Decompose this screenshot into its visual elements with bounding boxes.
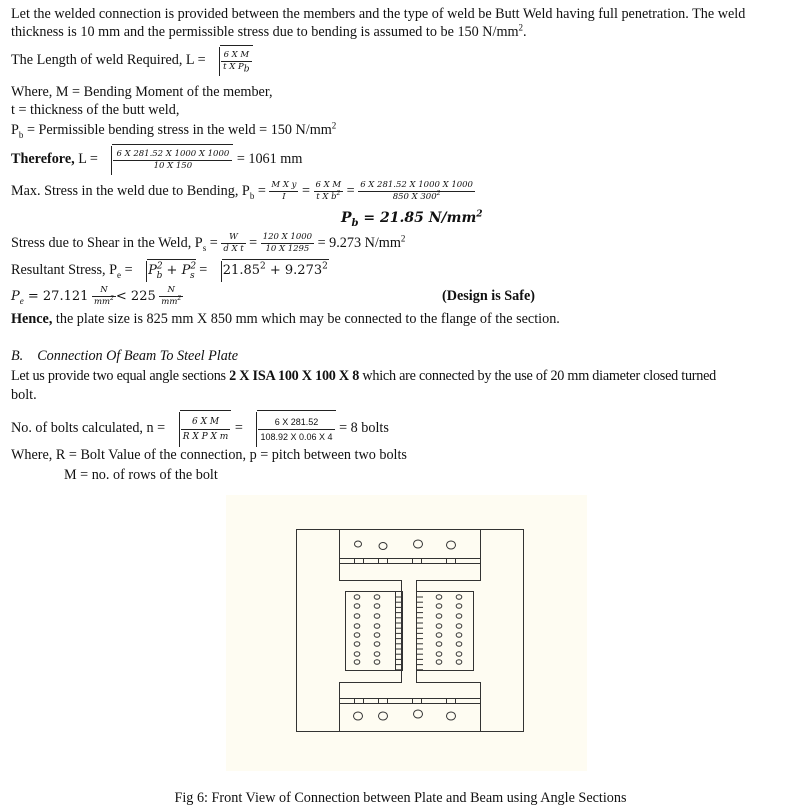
shear-frac-2: $\frac{120 X 1000}{10 X 1295}$ — [262, 232, 313, 255]
resultant-sqrt-1: $P^2_b + P^2_s$ — [136, 259, 196, 282]
i-beam-outline — [340, 530, 481, 732]
flange-bolt-hole — [354, 712, 363, 720]
angle-bolt-hole — [354, 604, 360, 608]
flange-bolt-hole — [379, 712, 388, 720]
para2-line-2: bolt. — [11, 387, 37, 403]
angle-bolt-hole — [456, 642, 462, 646]
angle-bolt-hole — [354, 642, 360, 646]
angle-bolt-hole — [456, 660, 462, 664]
max-stress-frac-2: $\frac{\text{6 X M}}{t X b^2}$ — [315, 180, 342, 203]
flange-bolt-hole — [414, 540, 423, 548]
right-angle-plate — [417, 592, 474, 671]
angle-bolt-hole — [436, 652, 442, 656]
intro-line-2 — [11, 23, 527, 41]
angle-bolt-hole — [456, 652, 462, 656]
shear-frac-1: $\frac{W}{\text{d X t}}$ — [223, 232, 244, 255]
angle-bolt-hole — [436, 633, 442, 637]
therefore-sqrt — [101, 144, 233, 175]
angle-bolt-hole — [354, 633, 360, 637]
angle-bolt-hole — [374, 614, 380, 618]
angle-bolt-hole — [374, 633, 380, 637]
angle-bolt-hole — [374, 660, 380, 664]
therefore-result: = 1061 mm — [236, 151, 303, 167]
pe-formula: $P_e = 27.121$ $\frac{N}{mm^2}$ < 225 $\frac{N}{mm^2}$ (Design is Safe) — [11, 282, 791, 311]
length-label: The Length of weld Required, L = — [11, 52, 206, 68]
section-b-heading: B. Connection Of Beam To Steel Plate — [11, 348, 239, 364]
angle-bolt-hole — [456, 604, 462, 608]
intro-line-2-end: . — [523, 24, 527, 40]
angle-bolt-hole — [374, 595, 380, 599]
flange-bolt-hole — [447, 541, 456, 549]
therefore-formula — [11, 144, 302, 175]
left-angle-plate — [346, 592, 403, 671]
angle-bolt-hole — [374, 642, 380, 646]
para2-line-1: Let us provide two equal angle sections 2 X ISA 100 X 100 X 8 which are connected by the use of 20 mm diameter closed turned — [11, 368, 717, 384]
length-fraction — [221, 50, 251, 76]
figure-caption: Fig 6: Front View of Connection between Plate and Beam using Angle Sections — [174, 790, 627, 806]
bolts-formula: No. of bolts calculated, n = $\frac{\text{6 X M}}{\text{R X P X m}}$ = $\frac{6 X 281.52}{108.92 X 0.06 X 4}$ = 8 bolts — [11, 410, 389, 447]
therefore-label: L = — [74, 151, 98, 167]
angle-bolt-hole — [456, 595, 462, 599]
angle-bolt-hole — [436, 595, 442, 599]
therefore-den: 10 X 150 — [153, 161, 193, 172]
angle-bolt-hole — [374, 652, 380, 656]
flange-bolt-hole — [414, 710, 423, 718]
flange-bolt-hole — [379, 543, 387, 550]
angle-bolt-hole — [436, 604, 442, 608]
intro-line-2-text: thickness is 10 mm and the permissible stress due to bending is assumed to be 150 N/mm — [11, 24, 519, 40]
resultant-formula: Resultant Stress, $P_e = P^2_b + P^2_s = 21.85^2 + 9.273^2$ — [11, 259, 329, 282]
max-stress-formula: Max. Stress in the weld due to Bending, $P_b$ = $\frac{\text{M X y}}{I}$ = $\frac{\text{6 X M}}{t X b^2}$ = $\frac{6 X 281.52 X 1000 X 1000}{850 X 300^2}$ — [11, 180, 473, 203]
flange-bolt-hole — [355, 541, 362, 547]
where2-line-1: Where, R = Bolt Value of the connection, p = pitch between two bolts — [11, 447, 407, 463]
connection-drawing — [226, 495, 587, 771]
therefore-fraction — [113, 149, 232, 172]
flange-bolt-hole — [447, 712, 456, 720]
where-m: Where, M = Bending Moment of the member, — [11, 84, 273, 100]
resultant-sqrt-2: $21.85^2 + 9.273^2$ — [211, 259, 329, 282]
length-sqrt — [209, 45, 252, 76]
length-formula — [11, 45, 253, 76]
where2-line-2: M = no. of rows of the bolt — [64, 467, 218, 483]
therefore-bold: Therefore, — [11, 151, 75, 167]
bolts-sqrt-1: $\frac{\text{6 X M}}{\text{R X P X m}}$ — [169, 410, 232, 447]
shear-formula: Stress due to Shear in the Weld, $P_s$ = $\frac{W}{\text{d X t}}$ = $\frac{120 X 1000}{10 X 1295}$ = 9.273 $N/mm^2$ — [11, 232, 406, 255]
bolts-sqrt-2: $\frac{6 X 281.52}{108.92 X 0.06 X 4}$ — [246, 410, 335, 447]
angle-bolt-hole — [436, 624, 442, 628]
angle-bolt-hole — [436, 614, 442, 618]
pe-unit-2: $\frac{N}{mm^2}$ — [161, 285, 182, 308]
angle-bolt-hole — [456, 614, 462, 618]
angle-bolt-hole — [354, 614, 360, 618]
angle-bolt-hole — [374, 604, 380, 608]
angle-bolt-hole — [436, 660, 442, 664]
length-den: t X $P_b$ — [223, 62, 250, 76]
angle-bolt-hole — [456, 624, 462, 628]
angle-bolt-hole — [354, 660, 360, 664]
angle-bolt-hole — [436, 642, 442, 646]
base-plate — [297, 530, 524, 732]
angle-bolt-hole — [354, 624, 360, 628]
design-safe-label: (Design is Safe) — [442, 288, 536, 304]
length-num: 6 X M — [221, 50, 251, 62]
max-stress-frac-3: $\frac{6 X 281.52 X 1000 X 1000}{850 X 300^2}$ — [360, 180, 473, 203]
connection-figure — [226, 495, 587, 771]
where-t: t = thickness of the butt weld, — [11, 102, 180, 118]
pb-result: $P_b = 21.85$ $N/mm^2$ — [341, 209, 483, 229]
angle-bolt-hole — [456, 633, 462, 637]
where-pb: $P_b$ = Permissible bending stress in the weld = 150 $N/mm^2$ — [11, 120, 337, 140]
pe-unit-1: $\frac{N}{mm^2}$ — [93, 285, 114, 308]
hence-line: Hence, the plate size is 825 mm X 850 mm which may be connected to the flange of the section. — [11, 311, 560, 327]
therefore-num: 6 X 281.52 X 1000 X 1000 — [113, 149, 232, 161]
angle-bolt-hole — [354, 595, 360, 599]
angle-bolt-hole — [374, 624, 380, 628]
max-stress-frac-1: $\frac{\text{M X y}}{I}$ — [271, 180, 297, 203]
intro-line-2-sup: 2 — [518, 22, 524, 33]
angle-bolt-hole — [354, 652, 360, 656]
intro-line-1: Let the welded connection is provided between the members and the type of weld be Butt Weld having full penetration. The weld — [11, 6, 746, 22]
